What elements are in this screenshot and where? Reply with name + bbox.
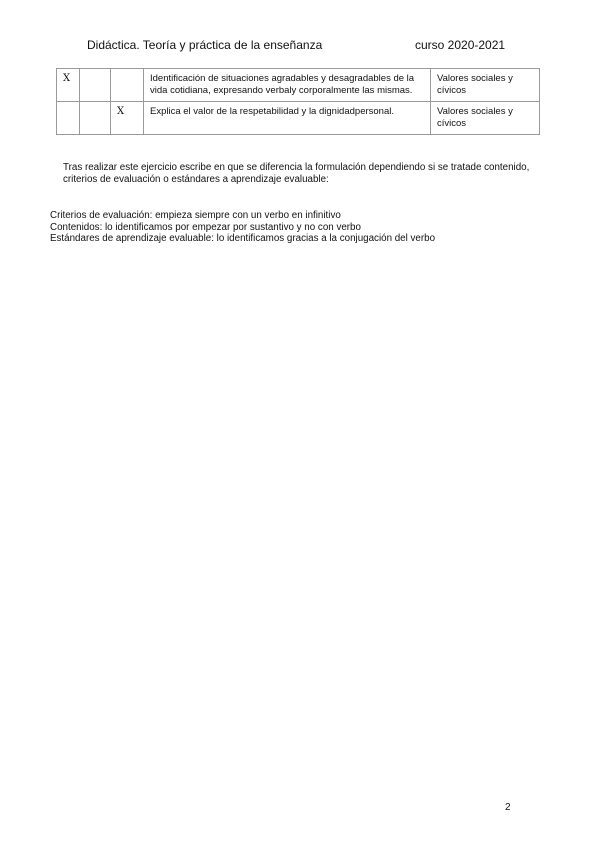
- mark-cell: X: [111, 102, 144, 135]
- table-row: [57, 102, 540, 135]
- document-title: Didáctica. Teoría y práctica de la enseñanza: [87, 38, 323, 52]
- mark-cell: [80, 69, 111, 102]
- page-number: 2: [505, 802, 511, 813]
- mark-cell: X: [57, 69, 80, 102]
- note-line: Criterios de evaluación: empieza siempre con un verbo en infinitivo: [50, 210, 341, 221]
- area-cell: Valores sociales y cívicos: [431, 69, 540, 102]
- mark-cell: [111, 69, 144, 102]
- table-row: [57, 69, 540, 102]
- note-line: Contenidos: lo identificamos por empezar por sustantivo y no con verbo: [50, 221, 361, 233]
- mark-cell: [57, 102, 80, 135]
- content-table: [56, 68, 540, 135]
- instruction-paragraph: Tras realizar este ejercicio escribe en que se diferencia la formulación dependiendo si se tratade contenido, criterios de evaluación o estándares a aprendizaje evaluable:: [63, 162, 530, 185]
- description-cell: Identificación de situaciones agradables y desagradables de la vida cotidiana, expresando verbaly corporalmente las mismas.: [144, 69, 431, 102]
- course-year: curso 2020-2021: [415, 38, 506, 52]
- description-cell: Explica el valor de la respetabilidad y la dignidadpersonal.: [144, 102, 431, 135]
- note-line: Estándares de aprendizaje evaluable: lo identificamos gracias a la conjugación del verbo: [50, 233, 436, 244]
- answer-notes: [50, 210, 570, 245]
- mark-cell: [80, 102, 111, 135]
- area-cell: Valores sociales y cívicos: [431, 102, 540, 135]
